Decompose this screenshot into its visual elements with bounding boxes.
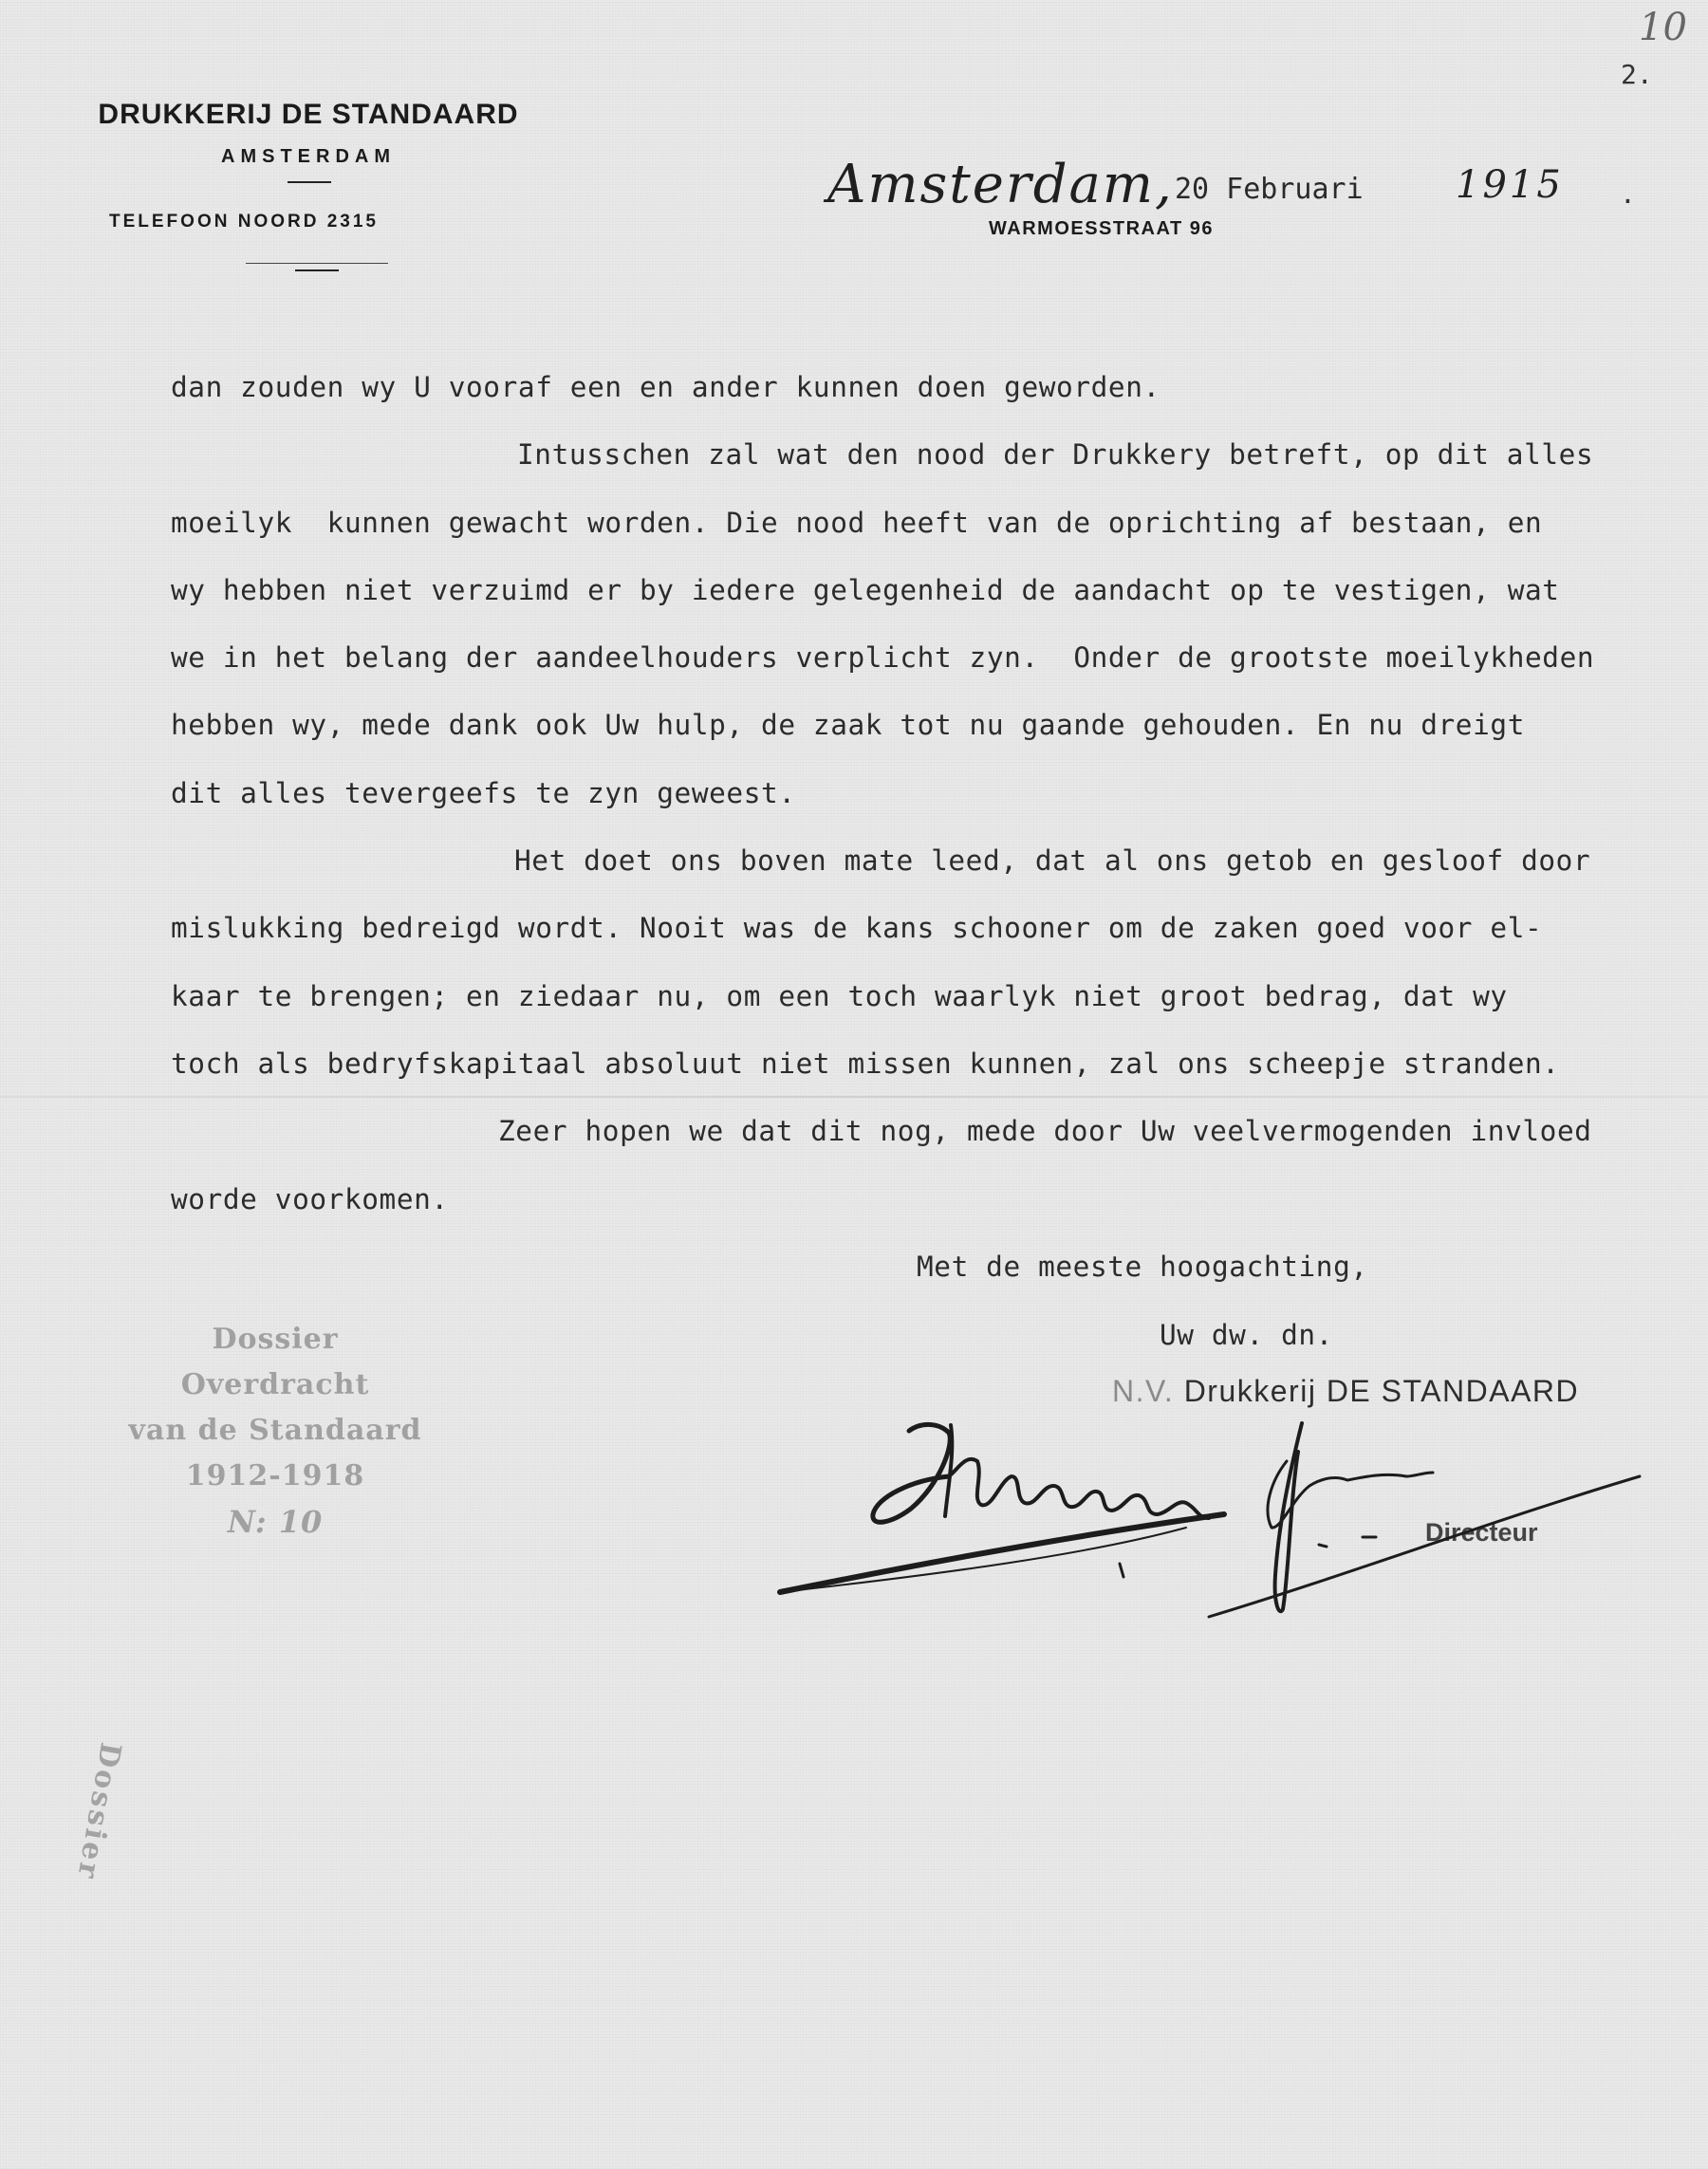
body-line: Intusschen zal wat den nood der Drukkery betreft, op dit alles xyxy=(517,438,1594,472)
dateline-street: WARMOESSTRAAT 96 xyxy=(989,218,1214,239)
body-line: dan zouden wy U vooraf een en ander kunnen doen geworden. xyxy=(171,371,1160,403)
body-line: wy hebben niet verzuimd er by iedere gelegenheid de aandacht op te vestigen, wat xyxy=(171,573,1560,606)
director-label: Directeur xyxy=(1425,1518,1538,1547)
body-line: toch als bedryfskapitaal absoluut niet missen kunnen, zal ons scheepje stranden. xyxy=(171,1047,1560,1080)
body-line: hebben wy, mede dank ook Uw hulp, de zaak tot nu gaande gehouden. En nu dreigt xyxy=(171,709,1525,742)
body-line: Het doet ons boven mate leed, dat al ons getob en gesloof door xyxy=(514,844,1591,878)
rotated-archive-stamp: Dossier xyxy=(69,1739,127,1883)
letterhead-phone: TELEFOON NOORD 2315 xyxy=(109,212,379,232)
body-line: dit alles tevergeefs te zyn geweest. xyxy=(171,776,796,809)
dateline-place: Amsterdam, xyxy=(827,154,1174,215)
body-line: mislukking bedreigd wordt. Nooit was de kans schooner om de zaken goed voor el- xyxy=(171,912,1543,945)
archive-stamp-subject-2: van de Standaard xyxy=(128,1414,422,1447)
letterhead-company: DRUKKERIJ DE STANDAARD xyxy=(98,99,519,130)
letter-body xyxy=(171,368,1689,1248)
dateline-year: 1915 xyxy=(1456,163,1564,207)
letterhead-divider xyxy=(288,181,331,183)
letterhead xyxy=(52,99,622,271)
letterhead-divider-thin xyxy=(246,263,388,264)
body-line: worde voorkomen. xyxy=(171,1182,449,1215)
body-line: kaar te brengen; en ziedaar nu, om een toch waarlyk niet groot bedrag, dat wy xyxy=(171,979,1508,1012)
letterhead-city: AMSTERDAM xyxy=(221,146,396,167)
archive-stamp-subject: Overdracht xyxy=(180,1368,370,1401)
dateline-date: 20 Februari xyxy=(1175,173,1364,206)
handwritten-archive-number: 10 xyxy=(1639,6,1687,49)
closing-greeting: Met de meeste hoogachting, xyxy=(917,1251,1368,1283)
closing-servant: Uw dw. dn. xyxy=(1160,1319,1333,1351)
archive-stamp-number: N: 10 xyxy=(227,1504,324,1540)
archive-stamp-years: 1912-1918 xyxy=(185,1459,365,1492)
body-line: moeilyk kunnen gewacht worden. Die nood heeft van de oprichting af bestaan, en xyxy=(171,506,1543,539)
letterhead-divider-short xyxy=(295,269,339,271)
company-stamp-name: Drukkerij DE STANDAARD xyxy=(1183,1374,1580,1408)
dateline-year-dot: . xyxy=(1620,178,1636,210)
archive-stamp xyxy=(104,1317,446,1545)
body-line: we in het belang der aandeelhouders verplicht zyn. Onder de grootste moeilykheden xyxy=(171,641,1595,675)
company-stamp-prefix: N.V. xyxy=(1112,1374,1175,1408)
signature-right xyxy=(1209,1423,1640,1617)
archive-stamp-title: Dossier xyxy=(212,1323,339,1356)
page-number: 2. xyxy=(1621,59,1653,90)
company-signature-stamp xyxy=(1112,1374,1579,1409)
body-line: Zeer hopen we dat dit nog, mede door Uw veelvermogenden invloed xyxy=(498,1115,1592,1148)
signature-left xyxy=(780,1424,1224,1592)
